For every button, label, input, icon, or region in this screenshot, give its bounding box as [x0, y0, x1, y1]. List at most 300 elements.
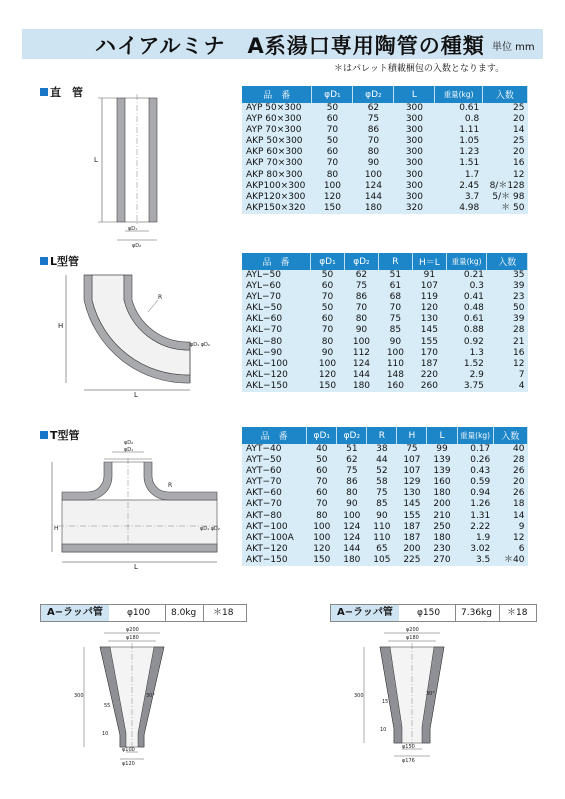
table-cell: 129: [397, 477, 427, 488]
table-cell: 50: [310, 270, 344, 281]
table-cell: 145: [412, 325, 446, 336]
w2-inner: 10: [380, 727, 387, 733]
table-cell: 60: [312, 147, 353, 158]
table-cell: 300: [394, 136, 435, 147]
table-cell: 70: [353, 136, 394, 147]
wrapper-pipe-2-bar: [330, 604, 537, 622]
table-cell: 225: [397, 555, 427, 566]
table-cell: 12: [487, 359, 528, 370]
part-number-cell: AYL−70: [242, 292, 310, 303]
square-bullet-icon: [40, 431, 48, 439]
part-number-cell: AYP 70×300: [242, 125, 312, 136]
table-cell: 80: [307, 511, 337, 522]
unit-label: 単位 mm: [492, 42, 535, 53]
part-number-cell: AYT−50: [242, 455, 307, 466]
table-cell: 86: [353, 125, 394, 136]
wrapper-pipe-1-qty: ＊18: [213, 608, 234, 618]
table-cell: 62: [353, 103, 394, 114]
table-cell: 150: [307, 555, 337, 566]
table-cell: 85: [367, 499, 397, 510]
w1-top: φ200: [126, 627, 139, 633]
t-pipe-drawing: [40, 440, 225, 575]
column-header: 入数: [482, 86, 527, 103]
part-number-cell: AKP 60×300: [242, 147, 312, 158]
table-cell: 3.7: [435, 192, 482, 203]
table-cell: 1.3: [446, 348, 487, 359]
section-label: T型管: [50, 429, 80, 442]
table-cell: 60: [310, 281, 344, 292]
table-cell: 40: [307, 444, 337, 455]
wrapper-pipe-1-label: A−ラッパ管: [41, 605, 109, 621]
table-cell: 160: [427, 477, 457, 488]
table-row: [242, 348, 528, 359]
wrapper-pipe-2-weight: 7.36kg: [461, 608, 492, 618]
table-cell: 120: [312, 192, 353, 203]
table-row: [242, 488, 528, 499]
table-cell: 80: [337, 488, 367, 499]
table-cell: 100: [307, 522, 337, 533]
part-number-cell: AYT−40: [242, 444, 307, 455]
wrapper-pipe-1-diameter: φ100: [127, 608, 151, 618]
table-cell: 16: [487, 348, 528, 359]
table-cell: 187: [397, 522, 427, 533]
part-number-cell: AKL−50: [242, 303, 310, 314]
w1-inner: 10: [102, 731, 109, 737]
l-pipe-drawing: [40, 260, 220, 400]
table-row: [242, 136, 528, 147]
table-cell: 39: [487, 314, 528, 325]
dim-R: R: [168, 482, 173, 489]
table-cell: 7: [487, 370, 528, 381]
table-cell: 75: [353, 114, 394, 125]
table-row: [242, 325, 528, 336]
table-cell: 300: [394, 125, 435, 136]
table-cell: 0.8: [435, 114, 482, 125]
part-number-cell: AKT−100: [242, 522, 307, 533]
wrapper-pipe-2-label: A−ラッパ管: [331, 605, 399, 621]
table-cell: 80: [310, 337, 344, 348]
table-cell: 120: [310, 370, 344, 381]
w2-height: 300: [354, 693, 364, 699]
dim-D2-top: φD₂: [124, 440, 134, 446]
dim-D2: φD₂: [132, 243, 142, 249]
part-number-cell: AYT−70: [242, 477, 307, 488]
table-row: [242, 533, 528, 544]
pallet-note: ＊はパレット積載梱包の入数となります。: [334, 64, 505, 74]
table-cell: 50: [307, 455, 337, 466]
table-cell: 3.02: [457, 544, 493, 555]
table-row: [242, 181, 528, 192]
table-cell: 90: [310, 348, 344, 359]
square-bullet-icon: [40, 88, 48, 96]
table-cell: 0.41: [446, 292, 487, 303]
table-cell: 50: [312, 136, 353, 147]
table-cell: 200: [427, 499, 457, 510]
table-row: [242, 455, 528, 466]
table-cell: 1.23: [435, 147, 482, 158]
table-cell: 150: [310, 381, 344, 392]
table-cell: 28: [487, 325, 528, 336]
table-row: [242, 444, 528, 455]
w1-bottom2: φ120: [122, 761, 135, 767]
table-cell: 0.21: [446, 270, 487, 281]
table-row: [242, 114, 528, 125]
table-cell: 86: [337, 477, 367, 488]
w2-side: 15: [382, 699, 389, 705]
table-cell: 23: [487, 292, 528, 303]
section-label: 直 管: [50, 86, 83, 99]
table-cell: 1.11: [435, 125, 482, 136]
table-cell: 60: [312, 114, 353, 125]
table-cell: 62: [344, 270, 378, 281]
table-cell: 91: [412, 270, 446, 281]
part-number-cell: AYL−50: [242, 270, 310, 281]
table-cell: 0.59: [457, 477, 493, 488]
table-cell: 20: [482, 114, 527, 125]
table-cell: 200: [397, 544, 427, 555]
table-row: [242, 499, 528, 510]
table-cell: 3.75: [446, 381, 487, 392]
table-cell: 4.98: [435, 203, 482, 214]
table-row: [242, 337, 528, 348]
table-cell: 110: [367, 522, 397, 533]
table-cell: 75: [367, 488, 397, 499]
table-row: [242, 281, 528, 292]
column-header: R: [378, 253, 412, 270]
column-header: φD₂: [353, 86, 394, 103]
table-row: [242, 544, 528, 555]
table-cell: 300: [394, 114, 435, 125]
table-cell: 0.88: [446, 325, 487, 336]
table-cell: 0.92: [446, 337, 487, 348]
column-header: L: [427, 427, 457, 444]
part-number-cell: AYT−60: [242, 466, 307, 477]
table-cell: 139: [427, 455, 457, 466]
table-cell: 187: [412, 359, 446, 370]
table-cell: 110: [378, 359, 412, 370]
table-cell: 8/＊128: [482, 181, 527, 192]
table-cell: 75: [344, 281, 378, 292]
dim-H: H: [58, 322, 64, 330]
part-number-cell: AKL−90: [242, 348, 310, 359]
straight-pipe-drawing: [80, 92, 180, 252]
table-row: [242, 314, 528, 325]
table-cell: 124: [344, 359, 378, 370]
w1-side: 55: [104, 703, 111, 709]
column-header: H: [397, 427, 427, 444]
section-straight-pipe: [40, 84, 83, 100]
table-cell: 155: [412, 337, 446, 348]
table-cell: 1.31: [457, 511, 493, 522]
dim-D1-top: φD₁: [124, 447, 134, 453]
table-cell: 2.22: [457, 522, 493, 533]
table-cell: 144: [337, 544, 367, 555]
table-cell: 5/＊ 98: [482, 192, 527, 203]
dim-R: R: [158, 294, 163, 301]
table-cell: 130: [412, 314, 446, 325]
table-cell: 170: [412, 348, 446, 359]
w2-top: φ200: [406, 627, 419, 633]
table-cell: 0.48: [446, 303, 487, 314]
w2-bottom: φ150: [402, 744, 415, 750]
table-cell: 130: [397, 488, 427, 499]
table-cell: 70: [310, 325, 344, 336]
table-cell: 100: [307, 533, 337, 544]
table-cell: 180: [353, 203, 394, 214]
l-pipe-table: [242, 253, 528, 392]
table-cell: 75: [378, 314, 412, 325]
table-cell: 0.17: [457, 444, 493, 455]
column-header: 品 番: [242, 427, 307, 444]
table-cell: 180: [337, 555, 367, 566]
table-cell: 180: [344, 381, 378, 392]
table-cell: 16: [482, 158, 527, 169]
part-number-cell: AKL−80: [242, 337, 310, 348]
table-cell: 60: [307, 466, 337, 477]
table-cell: 25: [482, 136, 527, 147]
table-cell: 100: [310, 359, 344, 370]
table-cell: 260: [412, 381, 446, 392]
table-cell: 105: [367, 555, 397, 566]
column-header: 品 番: [242, 86, 312, 103]
table-cell: 150: [312, 203, 353, 214]
table-cell: 40: [493, 444, 527, 455]
part-number-cell: AKT−100A: [242, 533, 307, 544]
table-cell: 38: [367, 444, 397, 455]
wrapper-pipe-1-bar: [40, 604, 247, 622]
table-cell: 100: [344, 337, 378, 348]
table-cell: 44: [367, 455, 397, 466]
dim-L: L: [94, 156, 98, 164]
column-header: 重量(kg): [457, 427, 493, 444]
table-cell: 0.61: [435, 103, 482, 114]
column-header: 入数: [493, 427, 527, 444]
table-cell: 160: [378, 381, 412, 392]
table-cell: ＊40: [493, 555, 527, 566]
wrapper-pipe-1-weight: 8.0kg: [171, 608, 197, 618]
table-cell: 300: [394, 181, 435, 192]
table-cell: 28: [493, 455, 527, 466]
table-cell: 51: [378, 270, 412, 281]
table-cell: 230: [427, 544, 457, 555]
table-cell: 300: [394, 103, 435, 114]
table-cell: 100: [312, 181, 353, 192]
part-number-cell: AYP 60×300: [242, 114, 312, 125]
table-cell: 60: [310, 314, 344, 325]
table-cell: 86: [344, 292, 378, 303]
table-row: [242, 359, 528, 370]
table-cell: 0.94: [457, 488, 493, 499]
table-cell: 1.05: [435, 136, 482, 147]
w1-angle: 30°: [146, 693, 155, 699]
table-cell: 62: [337, 455, 367, 466]
table-cell: 3.5: [457, 555, 493, 566]
page-title: ハイアルミナ A系湯口専用陶管の種類: [95, 34, 485, 58]
part-number-cell: AKP 50×300: [242, 136, 312, 147]
column-header: 重量(kg): [435, 86, 482, 103]
part-number-cell: AKT−70: [242, 499, 307, 510]
part-number-cell: AYL−60: [242, 281, 310, 292]
table-cell: 50: [312, 103, 353, 114]
table-cell: 250: [427, 522, 457, 533]
table-cell: 50: [487, 303, 528, 314]
table-cell: 70: [312, 158, 353, 169]
table-cell: ＊ 50: [482, 203, 527, 214]
column-header: φD₂: [344, 253, 378, 270]
table-cell: 4: [487, 381, 528, 392]
table-cell: 75: [337, 466, 367, 477]
part-number-cell: AKL−100: [242, 359, 310, 370]
table-cell: 148: [378, 370, 412, 381]
table-cell: 39: [487, 281, 528, 292]
table-cell: 12: [493, 533, 527, 544]
table-cell: 61: [378, 281, 412, 292]
part-number-cell: AKT−80: [242, 511, 307, 522]
table-cell: 1.26: [457, 499, 493, 510]
column-header: φD₁: [307, 427, 337, 444]
column-header: 重量(kg): [446, 253, 487, 270]
table-cell: 1.51: [435, 158, 482, 169]
table-cell: 58: [367, 477, 397, 488]
part-number-cell: AKL−70: [242, 325, 310, 336]
section-label: L型管: [50, 255, 80, 268]
table-row: [242, 192, 528, 203]
straight-pipe-table: [242, 86, 528, 214]
part-number-cell: AKT−60: [242, 488, 307, 499]
table-cell: 70: [310, 292, 344, 303]
table-cell: 300: [394, 158, 435, 169]
table-cell: 20: [482, 147, 527, 158]
table-cell: 1.7: [435, 170, 482, 181]
w2-angle: 30°: [426, 691, 435, 697]
part-number-cell: AKT−120: [242, 544, 307, 555]
table-row: [242, 477, 528, 488]
table-cell: 270: [427, 555, 457, 566]
part-number-cell: AKT−150: [242, 555, 307, 566]
table-cell: 90: [378, 337, 412, 348]
table-cell: 85: [378, 325, 412, 336]
table-cell: 2.9: [446, 370, 487, 381]
table-cell: 14: [482, 125, 527, 136]
table-row: [242, 292, 528, 303]
table-row: [242, 303, 528, 314]
table-row: [242, 511, 528, 522]
table-cell: 0.43: [457, 466, 493, 477]
table-cell: 107: [397, 455, 427, 466]
table-row: [242, 158, 528, 169]
table-cell: 120: [307, 544, 337, 555]
table-row: [242, 466, 528, 477]
table-cell: 80: [344, 314, 378, 325]
dim-L: L: [134, 391, 138, 399]
table-cell: 107: [412, 281, 446, 292]
table-cell: 12: [482, 170, 527, 181]
table-cell: 50: [310, 303, 344, 314]
table-cell: 124: [353, 181, 394, 192]
column-header: 品 番: [242, 253, 310, 270]
table-cell: 70: [307, 477, 337, 488]
table-cell: 6: [493, 544, 527, 555]
part-number-cell: AKP 80×300: [242, 170, 312, 181]
table-cell: 68: [378, 292, 412, 303]
table-cell: 21: [487, 337, 528, 348]
table-cell: 52: [367, 466, 397, 477]
table-cell: 14: [493, 511, 527, 522]
column-header: φD₁: [312, 86, 353, 103]
table-cell: 320: [394, 203, 435, 214]
table-cell: 70: [307, 499, 337, 510]
table-cell: 80: [312, 170, 353, 181]
part-number-cell: AYP 50×300: [242, 103, 312, 114]
table-cell: 300: [394, 192, 435, 203]
part-number-cell: AKP 70×300: [242, 158, 312, 169]
table-cell: 124: [337, 533, 367, 544]
table-cell: 119: [412, 292, 446, 303]
table-cell: 110: [367, 533, 397, 544]
table-cell: 124: [337, 522, 367, 533]
table-cell: 180: [427, 533, 457, 544]
part-number-cell: AKP100×300: [242, 181, 312, 192]
w1-top2: φ180: [126, 635, 139, 641]
table-row: [242, 203, 528, 214]
table-cell: 1.52: [446, 359, 487, 370]
table-cell: 26: [493, 466, 527, 477]
wrapper-pipe-2-qty: ＊18: [507, 608, 528, 618]
table-cell: 70: [312, 125, 353, 136]
table-cell: 65: [367, 544, 397, 555]
table-cell: 60: [307, 488, 337, 499]
table-cell: 155: [397, 511, 427, 522]
column-header: R: [367, 427, 397, 444]
part-number-cell: AKP120×300: [242, 192, 312, 203]
table-cell: 0.26: [457, 455, 493, 466]
column-header: H＝L: [412, 253, 446, 270]
table-cell: 1.9: [457, 533, 493, 544]
table-row: [242, 370, 528, 381]
table-cell: 300: [394, 147, 435, 158]
table-cell: 187: [397, 533, 427, 544]
table-cell: 100: [337, 511, 367, 522]
table-cell: 0.61: [446, 314, 487, 325]
table-cell: 220: [412, 370, 446, 381]
table-cell: 51: [337, 444, 367, 455]
table-cell: 0.3: [446, 281, 487, 292]
part-number-cell: AKP150×320: [242, 203, 312, 214]
table-cell: 145: [397, 499, 427, 510]
table-cell: 18: [493, 499, 527, 510]
dim-L: L: [134, 563, 138, 571]
dim-D: φD₁ φD₂: [200, 526, 220, 532]
dim-D1: φD₁: [128, 226, 138, 232]
table-cell: 35: [487, 270, 528, 281]
wrapper-pipe-2-diameter: φ150: [417, 608, 441, 618]
column-header: L: [394, 86, 435, 103]
w1-bottom: φ100: [122, 747, 135, 753]
dim-H: H: [54, 525, 59, 532]
table-cell: 80: [353, 147, 394, 158]
table-cell: 100: [378, 348, 412, 359]
table-cell: 75: [397, 444, 427, 455]
part-number-cell: AKL−60: [242, 314, 310, 325]
table-cell: 26: [493, 488, 527, 499]
table-cell: 70: [378, 303, 412, 314]
column-header: 入数: [487, 253, 528, 270]
part-number-cell: AKL−120: [242, 370, 310, 381]
w1-height: 300: [74, 693, 84, 699]
table-row: [242, 270, 528, 281]
table-row: [242, 170, 528, 181]
table-cell: 144: [353, 192, 394, 203]
